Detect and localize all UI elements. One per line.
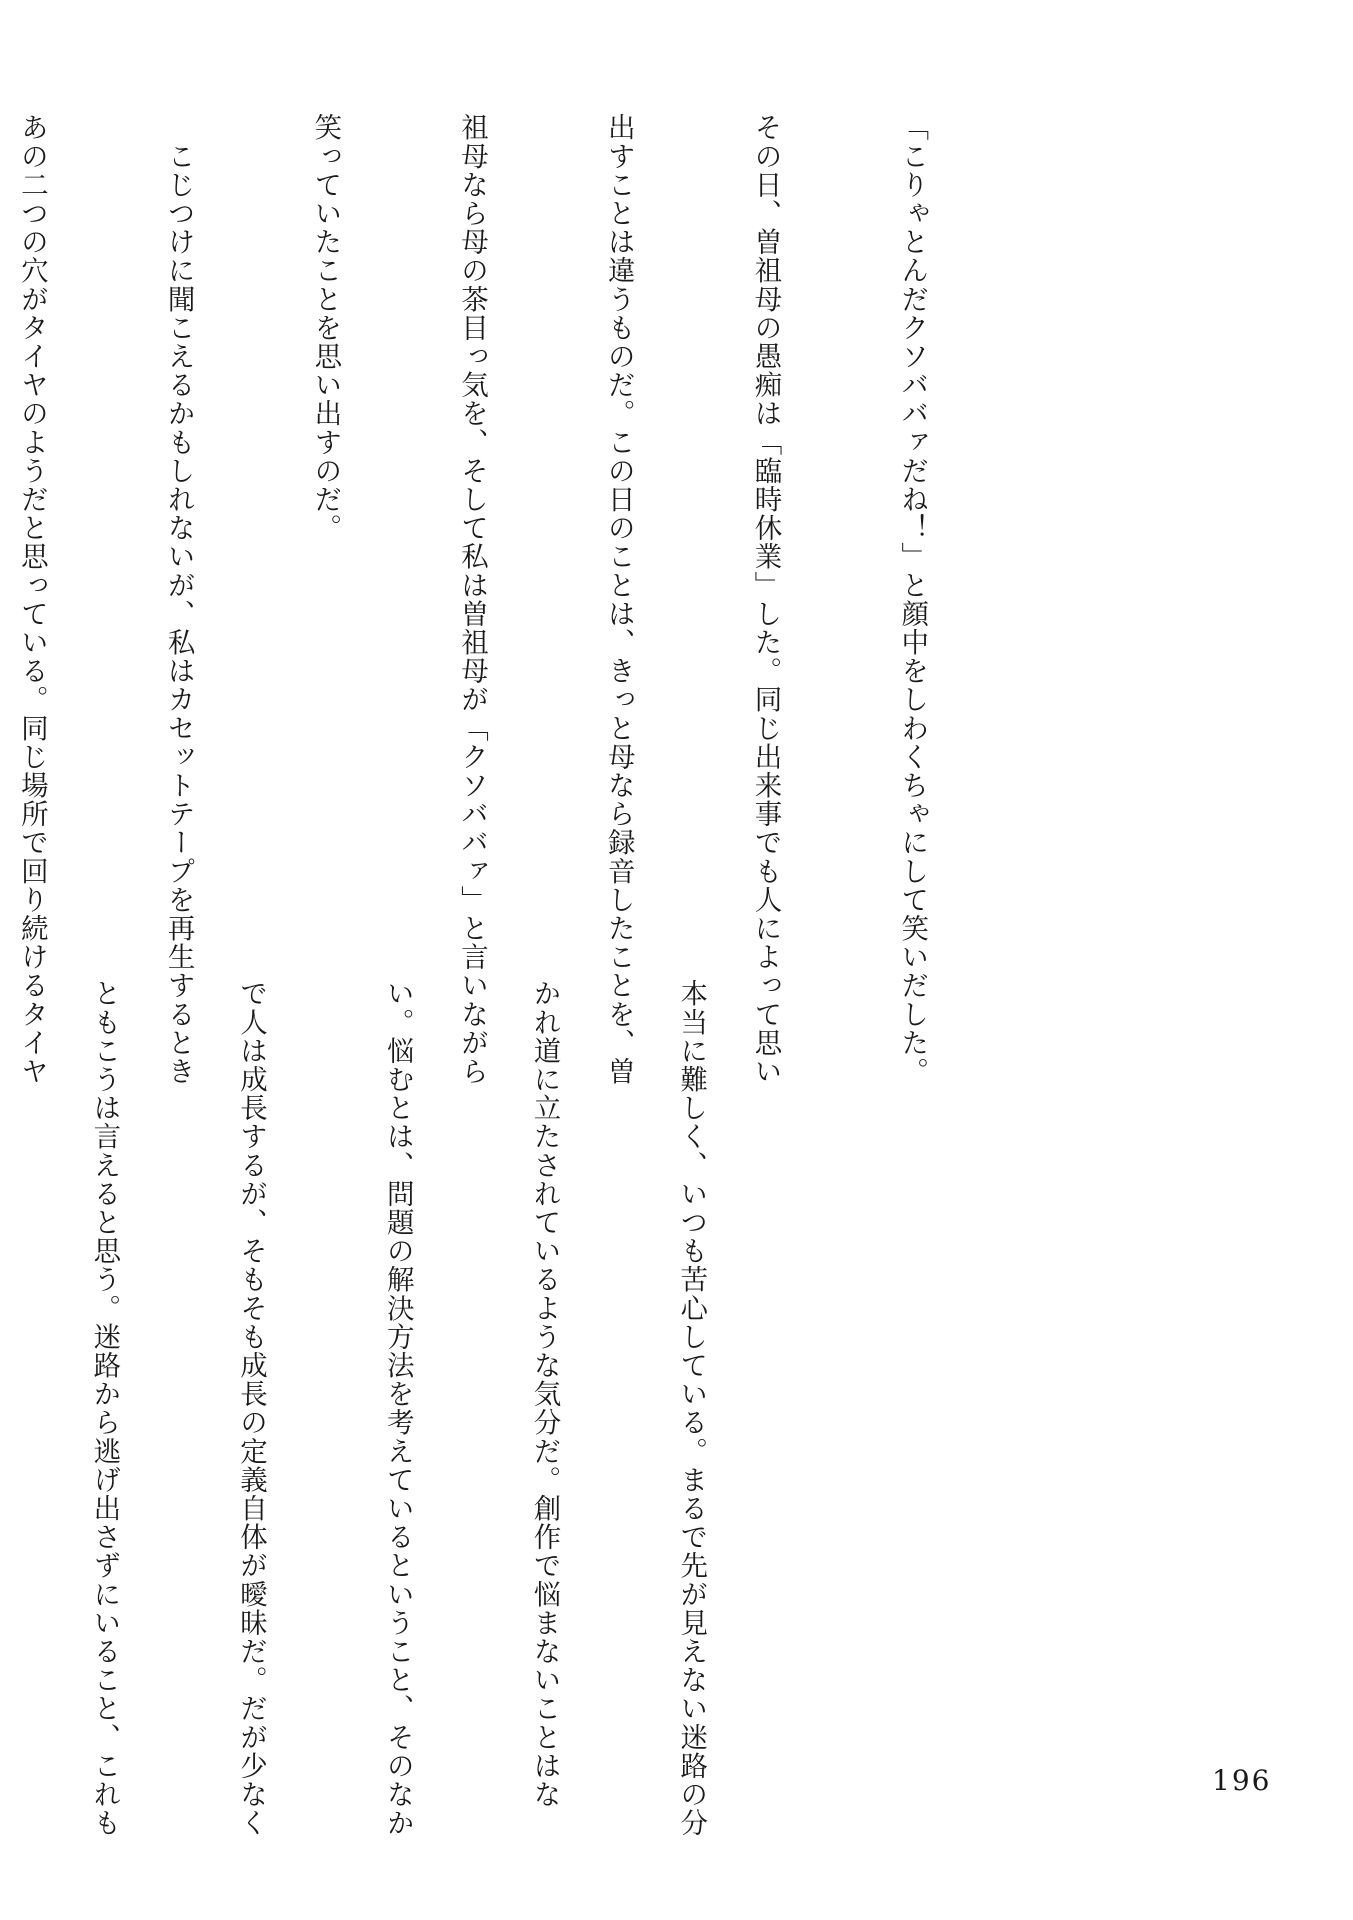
text-line: かれ道に立たされているような気分だ。創作で悩まないことはな bbox=[528, 979, 561, 1809]
text-line: で人は成長するが、そもそも成長の定義自体が曖昧だ。だが少なく bbox=[235, 979, 268, 1837]
text-line: こじつけに聞こえるかもしれないが、私はカセットテープを再生するとき bbox=[162, 113, 195, 1086]
text-line: 出すことは違うものだ。この日のことは、きっと母なら録音したことを、曽 bbox=[602, 113, 635, 1086]
upper-text-block bbox=[0, 113, 1034, 1086]
text-line: ともこうは言えると思う。迷路から逃げ出さずにいること、これも bbox=[88, 979, 121, 1837]
text-line: 本当に難しく、いつも苦心している。まるで先が見えない迷路の分 bbox=[675, 979, 708, 1837]
text-line: 笑っていたことを思い出すのだ。 bbox=[309, 113, 342, 542]
lower-text-block bbox=[0, 979, 813, 1837]
text-line: あの二つの穴がタイヤのようだと思っている。同じ場所で回り続けるタイヤ bbox=[15, 113, 48, 1086]
text-line: い。悩むとは、問題の解決方法を考えているということ、そのなか bbox=[381, 979, 414, 1837]
text-line: 「こりゃとんだクソババァだね！」と顔中をしわくちゃにして笑いだした。 bbox=[896, 113, 929, 1086]
page-number: 196 bbox=[1212, 1764, 1272, 1797]
text-line: 祖母なら母の茶目っ気を、そして私は曽祖母が「クソババァ」と言いながら bbox=[456, 113, 489, 1086]
text-line: その日、曽祖母の愚痴は「臨時休業」した。同じ出来事でも人によって思い bbox=[749, 113, 782, 1086]
